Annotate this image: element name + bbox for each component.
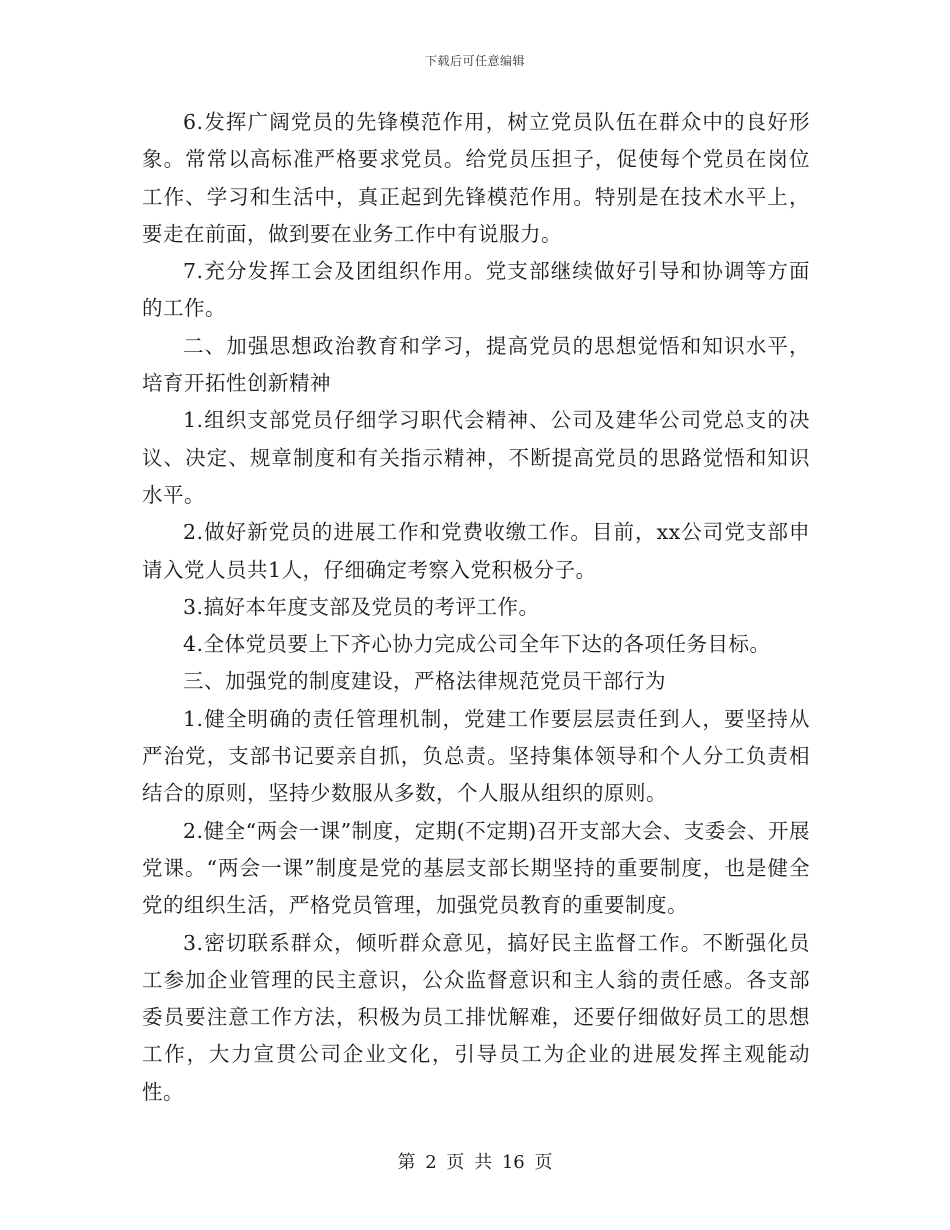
- paragraph-item-6: 6.发挥广阔党员的先锋模范作用，树立党员队伍在群众中的良好形象。常常以高标准严格要求党员。给党员压担子，促使每个党员在岗位工作、学习和生活中，真正起到先锋模范作用。特别是在技术水平上，要走在前面，做到要在业务工作中有说服力。: [142, 110, 810, 246]
- page-header: 下载后可任意编辑: [424, 54, 525, 68]
- paragraph-s2-item-3: 3.搞好本年度支部及党员的考评工作。: [183, 594, 540, 619]
- paragraph-s2-item-2: 2.做好新党员的进展工作和党费收缴工作。目前，xx公司党支部申请入党人员共1人，仔细确定考察入党积极分子。: [142, 520, 810, 582]
- section-heading-2: 二、加强思想政治教育和学习，提高党员的思想觉悟和知识水平，培育开拓性创新精神: [142, 333, 810, 396]
- paragraph-s2-item-4: 4.全体党员要上下齐心协力完成公司全年下达的各项任务目标。: [183, 632, 771, 657]
- paragraph-s3-item-1: 1.健全明确的责任管理机制，党建工作要层层责任到人，要坚持从严治党，支部书记要亲自抓，负总责。坚持集体领导和个人分工负责相结合的原则，坚持少数服从多数，个人服从组织的原则。: [142, 706, 810, 806]
- section-heading-3: 三、加强党的制度建设，严格法律规范党员干部行为: [183, 669, 666, 694]
- page-footer: 第 2 页 共 16 页: [397, 1152, 553, 1173]
- paragraph-s3-item-2: 2.健全“两会一课”制度，定期(不定期)召开支部大会、支委会、开展党课。“两会一课”制度是党的基层支部长期坚持的重要制度，也是健全党的组织生活，严格党员管理，加强党员教育的重要制度。: [142, 818, 810, 918]
- paragraph-item-7: 7.充分发挥工会及团组织作用。党支部继续做好引导和协调等方面的工作。: [142, 259, 810, 321]
- document-body: [142, 104, 810, 1111]
- paragraph-s3-item-3: 3.密切联系群众，倾听群众意见，搞好民主监督工作。不断强化员工参加企业管理的民主意识，公众监督意识和主人翁的责任感。各支部委员要注意工作方法，积极为员工排忧解难，还要仔细做好员工的思想工作，大力宣贯公司企业文化，引导员工为企业的进展发挥主观能动性。: [142, 930, 810, 1104]
- paragraph-s2-item-1: 1.组织支部党员仔细学习职代会精神、公司及建华公司党总支的决议、决定、规章制度和有关指示精神，不断提高党员的思路觉悟和知识水平。: [142, 408, 810, 507]
